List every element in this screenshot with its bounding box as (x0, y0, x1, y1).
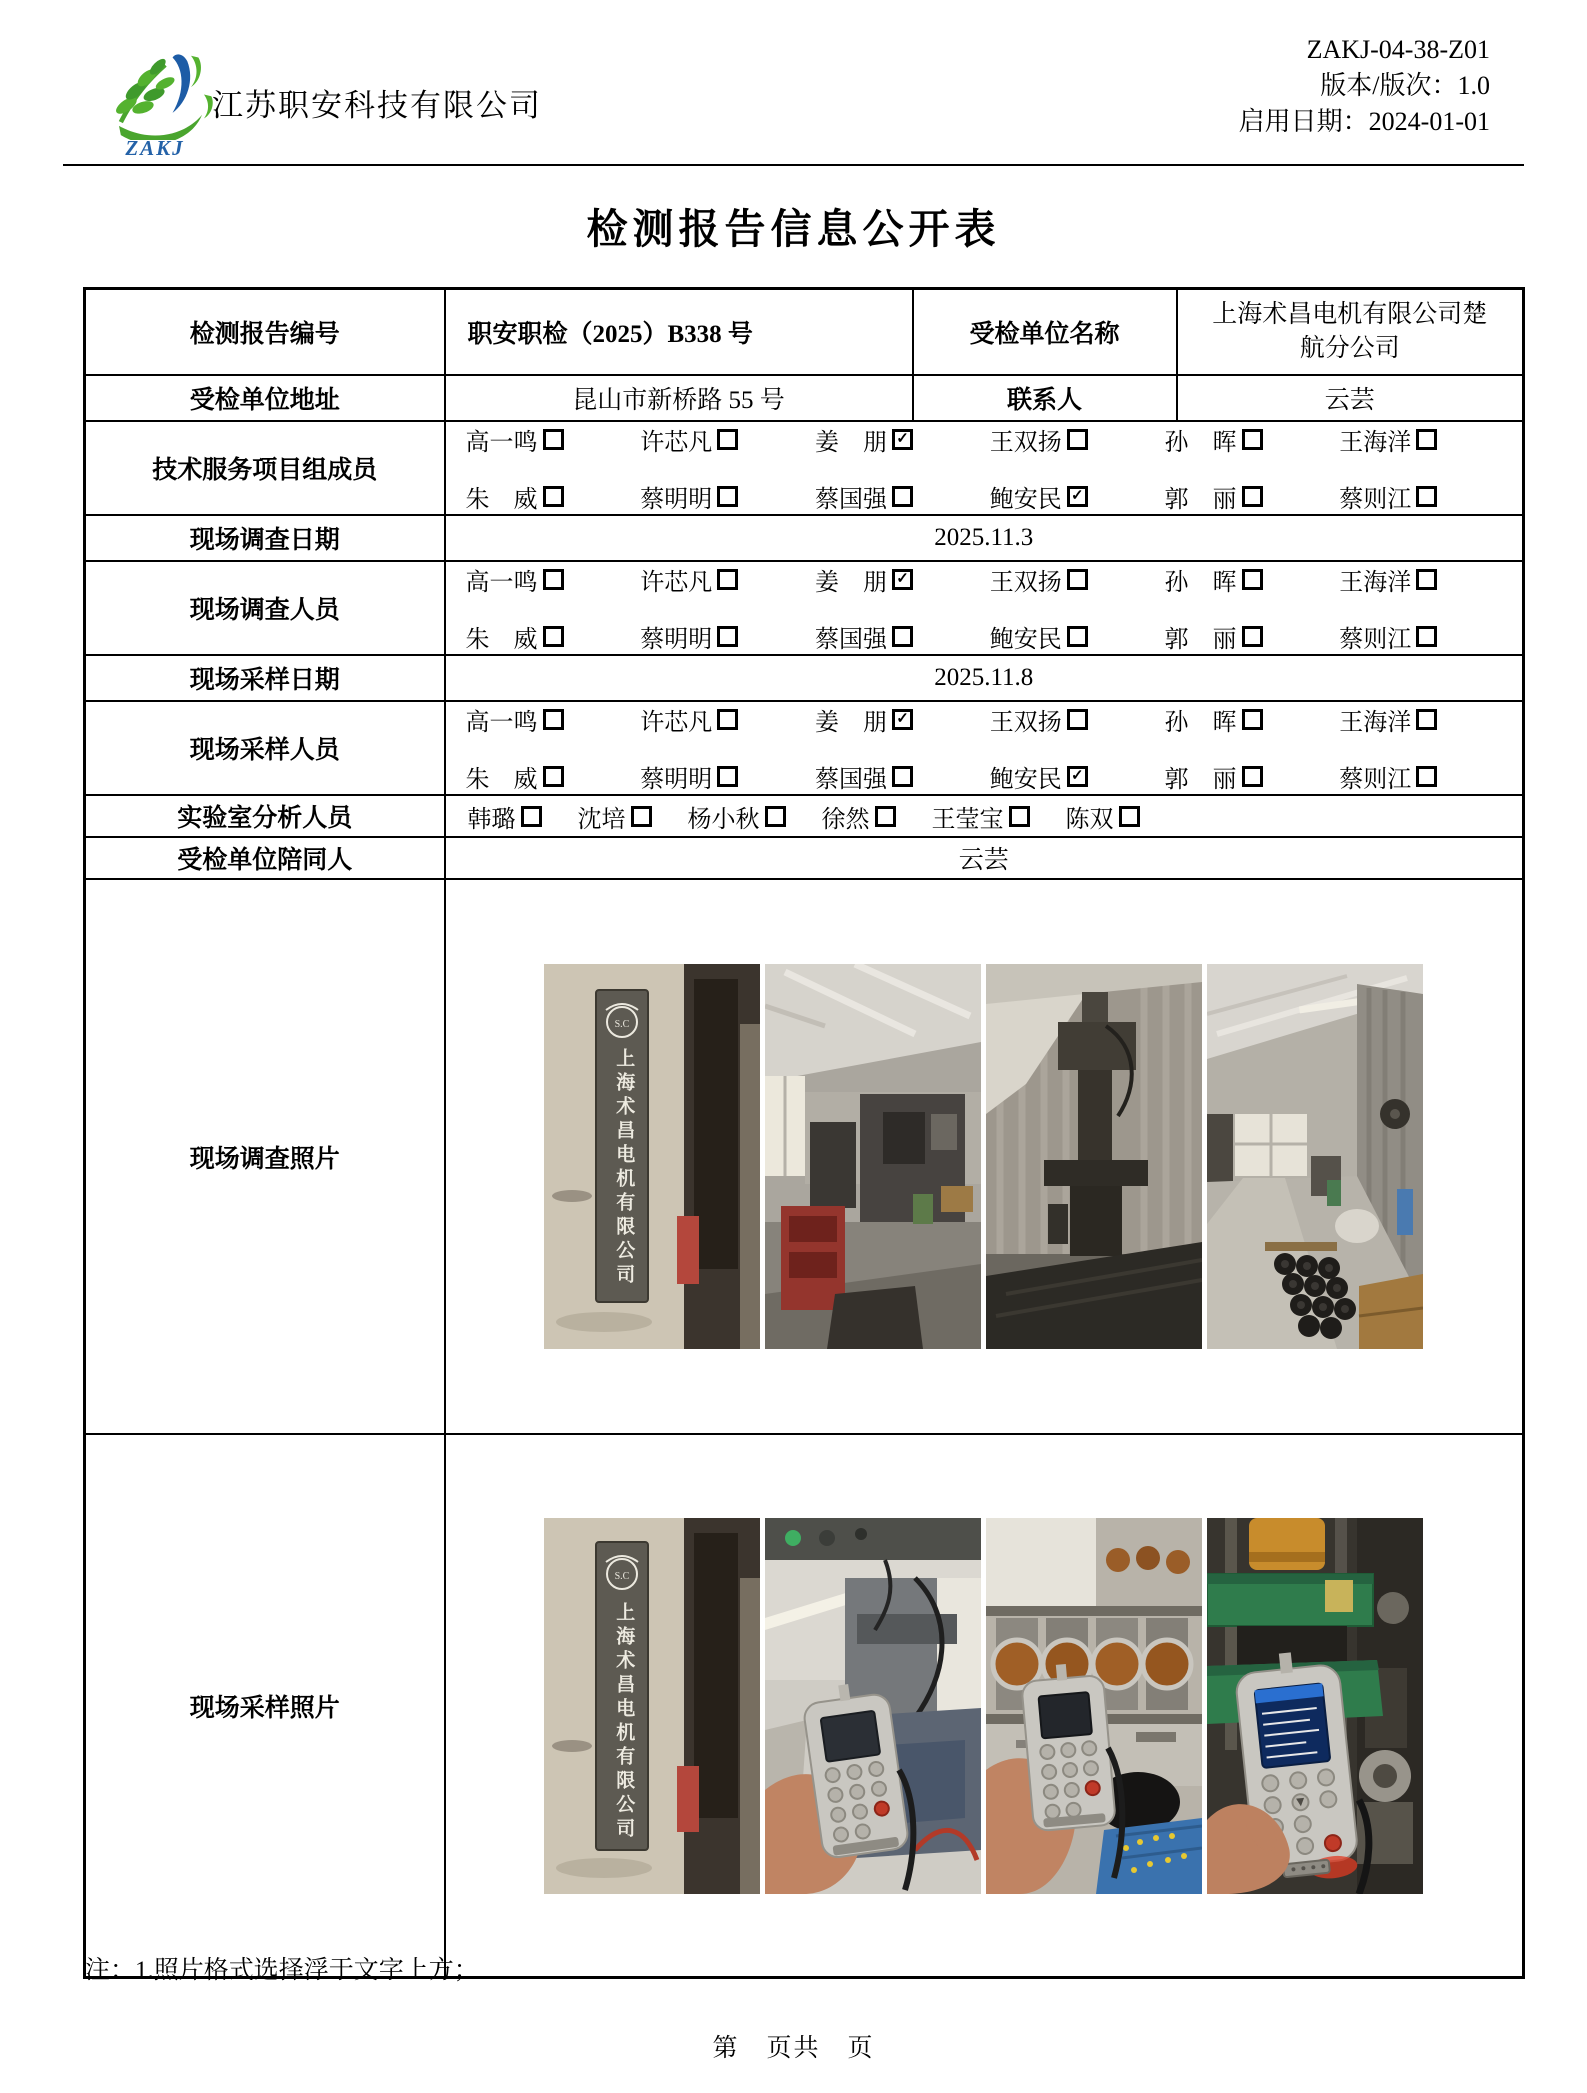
photo-survey-company-sign (544, 964, 760, 1349)
person-survey-0 (460, 562, 635, 597)
row-sampling-date (85, 655, 1524, 701)
person-name: 蔡国强 (815, 767, 887, 793)
photo-sampling-meter-machine (765, 1518, 981, 1894)
person-name: 陈双 (1065, 806, 1114, 833)
contact-label: 联系人 (913, 375, 1177, 421)
person-sampling-2 (809, 702, 984, 737)
person-survey-7 (634, 619, 809, 654)
person-lab-5 (1060, 799, 1140, 834)
survey-date-label: 现场调查日期 (85, 515, 445, 561)
person-name: 高一鸣 (465, 570, 538, 596)
checkbox-unchecked[interactable] (1242, 569, 1263, 590)
unit-name-value: 上海术昌电机有限公司楚航分公司 (1177, 289, 1524, 376)
accompany-value: 云芸 (445, 837, 1524, 879)
person-name: 郭 丽 (1164, 767, 1237, 793)
page-title: 检测报告信息公开表 (586, 206, 1001, 252)
version-value: 1.0 (1457, 71, 1490, 100)
person-survey-4 (1159, 562, 1334, 597)
checkbox-unchecked[interactable] (717, 626, 738, 647)
svg-text:S.C: S.C (614, 1570, 630, 1582)
checkbox-unchecked[interactable] (543, 766, 564, 787)
sampling-date-label: 现场采样日期 (85, 655, 445, 701)
page-number: 第 页共 页 (712, 2035, 875, 2062)
person-name: 高一鸣 (465, 430, 538, 456)
checkbox-unchecked[interactable] (717, 709, 738, 730)
person-name: 蔡则江 (1339, 767, 1412, 793)
person-name: 徐然 (821, 806, 870, 833)
checkbox-unchecked[interactable] (543, 569, 564, 590)
survey-date-value: 2025.11.3 (445, 515, 1524, 561)
survey-photo-strip (446, 964, 1523, 1349)
person-members-2 (809, 422, 984, 457)
row-survey-staff (85, 561, 1524, 655)
unit-addr-value: 昆山市新桥路 55 号 (445, 375, 913, 421)
sampling-photos-label: 现场采样照片 (85, 1434, 445, 1978)
person-survey-2 (809, 562, 984, 597)
person-members-9 (984, 479, 1159, 514)
checkbox-unchecked[interactable] (892, 626, 913, 647)
person-members-7 (634, 479, 809, 514)
logo-text: ZAKJ (125, 136, 185, 160)
person-name: 蔡明明 (640, 487, 713, 513)
company-logo (95, 36, 215, 161)
row-members (85, 421, 1524, 515)
person-name: 孙 晖 (1164, 570, 1237, 596)
person-sampling-9 (984, 759, 1159, 794)
person-name: 王双扬 (989, 570, 1062, 596)
person-name: 蔡国强 (815, 627, 887, 653)
row-sampling-photos (85, 1434, 1524, 1978)
person-sampling-0 (460, 702, 635, 737)
person-name: 王莹宝 (931, 806, 1004, 833)
svg-text:S.C: S.C (614, 1019, 630, 1030)
checkbox-unchecked[interactable] (543, 709, 564, 730)
person-name: 许芯凡 (640, 570, 713, 596)
checkbox-unchecked[interactable] (1242, 626, 1263, 647)
checkbox-unchecked[interactable] (1242, 429, 1263, 450)
lab-staff-grid-cell (445, 795, 1524, 837)
checkbox-unchecked[interactable] (1416, 569, 1437, 590)
checkbox-unchecked[interactable] (717, 486, 738, 507)
person-sampling-8 (809, 759, 984, 794)
checkbox-unchecked[interactable] (543, 429, 564, 450)
checkbox-unchecked[interactable] (1242, 766, 1263, 787)
leaf-logo-icon (95, 36, 215, 140)
person-members-3 (984, 422, 1159, 457)
person-name: 王双扬 (989, 710, 1062, 736)
person-name: 朱 威 (465, 627, 538, 653)
row-report-no (85, 289, 1524, 376)
checkbox-checked[interactable]: ✓ (1067, 766, 1088, 787)
report-no-label: 检测报告编号 (85, 289, 445, 376)
checkbox-unchecked[interactable] (717, 429, 738, 450)
person-lab-0 (462, 799, 542, 834)
checkbox-unchecked[interactable] (543, 486, 564, 507)
date-value: 2024-01-01 (1368, 107, 1490, 136)
person-name: 蔡则江 (1339, 487, 1412, 513)
checkbox-unchecked[interactable] (1009, 806, 1030, 827)
person-lab-1 (572, 799, 652, 834)
person-name: 许芯凡 (640, 710, 713, 736)
checkbox-unchecked[interactable] (1416, 626, 1437, 647)
person-lab-3 (816, 799, 896, 834)
checkbox-checked[interactable]: ✓ (1067, 486, 1088, 507)
checkbox-unchecked[interactable] (631, 806, 652, 827)
unit-name-label: 受检单位名称 (913, 289, 1177, 376)
checkbox-unchecked[interactable] (1416, 766, 1437, 787)
person-survey-5 (1333, 562, 1508, 597)
report-no-value: 职安职检（2025）B338 号 (445, 289, 913, 376)
person-lab-2 (682, 799, 786, 834)
checkbox-unchecked[interactable] (765, 806, 786, 827)
sampling-photo-strip (446, 1518, 1523, 1894)
person-name: 王双扬 (989, 430, 1062, 456)
person-name: 郭 丽 (1164, 487, 1237, 513)
person-members-8 (809, 479, 984, 514)
person-name: 鲍安民 (989, 627, 1062, 653)
unit-addr-label: 受检单位地址 (85, 375, 445, 421)
photo-sampling-meter-press (1207, 1518, 1423, 1894)
checkbox-checked[interactable]: ✓ (892, 569, 913, 590)
person-members-0 (460, 422, 635, 457)
sampling-staff-checkbox-grid (446, 702, 1523, 794)
sampling-photos-cell (445, 1434, 1524, 1978)
person-name: 蔡明明 (640, 627, 713, 653)
checkbox-unchecked[interactable] (1416, 429, 1437, 450)
survey-staff-label: 现场调查人员 (85, 561, 445, 655)
person-sampling-6 (460, 759, 635, 794)
survey-staff-checkbox-grid (446, 562, 1523, 654)
photo-survey-workshop-interior (765, 964, 981, 1349)
photo-sampling-meter-winding (986, 1518, 1202, 1894)
person-name: 姜 朋 (815, 430, 887, 456)
row-lab-staff (85, 795, 1524, 837)
checkbox-unchecked[interactable] (717, 569, 738, 590)
row-survey-date (85, 515, 1524, 561)
sampling-staff-label: 现场采样人员 (85, 701, 445, 795)
checkbox-unchecked[interactable] (1067, 626, 1088, 647)
person-survey-11 (1333, 619, 1508, 654)
person-name: 朱 威 (465, 487, 538, 513)
person-name: 朱 威 (465, 767, 538, 793)
checkbox-unchecked[interactable] (521, 806, 542, 827)
person-name: 姜 朋 (815, 570, 887, 596)
person-sampling-3 (984, 702, 1159, 737)
person-lab-4 (926, 799, 1030, 834)
checkbox-unchecked[interactable] (1119, 806, 1140, 827)
checkbox-unchecked[interactable] (875, 806, 896, 827)
footnote: 注：1.照片格式选择浮于文字上方； (85, 1957, 479, 1984)
lab-staff-checkbox-grid (446, 799, 1523, 834)
person-name: 鲍安民 (989, 487, 1062, 513)
person-survey-10 (1159, 619, 1334, 654)
person-sampling-4 (1159, 702, 1334, 737)
checkbox-checked[interactable]: ✓ (892, 709, 913, 730)
person-sampling-10 (1159, 759, 1334, 794)
person-survey-8 (809, 619, 984, 654)
doc-code: ZAKJ-04-38-Z01 (1306, 35, 1490, 64)
contact-value: 云芸 (1177, 375, 1524, 421)
person-name: 孙 晖 (1164, 430, 1237, 456)
checkbox-checked[interactable]: ✓ (892, 429, 913, 450)
person-survey-9 (984, 619, 1159, 654)
checkbox-unchecked[interactable] (892, 766, 913, 787)
checkbox-unchecked[interactable] (1242, 709, 1263, 730)
person-name: 蔡则江 (1339, 627, 1412, 653)
survey-staff-grid-cell (445, 561, 1524, 655)
person-name: 沈培 (577, 806, 626, 833)
person-name: 王海洋 (1339, 430, 1412, 456)
row-unit-addr (85, 375, 1524, 421)
person-sampling-11 (1333, 759, 1508, 794)
person-name: 孙 晖 (1164, 710, 1237, 736)
person-name: 蔡明明 (640, 767, 713, 793)
photo-sampling-company-sign (544, 1518, 760, 1894)
checkbox-unchecked[interactable] (892, 486, 913, 507)
checkbox-unchecked[interactable] (543, 626, 564, 647)
checkbox-unchecked[interactable] (1067, 569, 1088, 590)
survey-photos-label: 现场调查照片 (85, 879, 445, 1434)
person-survey-6 (460, 619, 635, 654)
person-members-1 (634, 422, 809, 457)
members-grid-cell (445, 421, 1524, 515)
person-survey-1 (634, 562, 809, 597)
checkbox-unchecked[interactable] (1067, 429, 1088, 450)
person-name: 王海洋 (1339, 710, 1412, 736)
checkbox-unchecked[interactable] (1416, 486, 1437, 507)
row-sampling-staff (85, 701, 1524, 795)
survey-photos-cell (445, 879, 1524, 1434)
person-members-10 (1159, 479, 1334, 514)
person-name: 郭 丽 (1164, 627, 1237, 653)
person-name: 蔡国强 (815, 487, 887, 513)
person-name: 鲍安民 (989, 767, 1062, 793)
report-info-table (83, 287, 1525, 1979)
sampling-date-value: 2025.11.8 (445, 655, 1524, 701)
checkbox-unchecked[interactable] (717, 766, 738, 787)
accompany-label: 受检单位陪同人 (85, 837, 445, 879)
row-accompany (85, 837, 1524, 879)
person-survey-3 (984, 562, 1159, 597)
person-name: 许芯凡 (640, 430, 713, 456)
person-sampling-1 (634, 702, 809, 737)
person-sampling-5 (1333, 702, 1508, 737)
company-sign-text: 上海术昌电机有限公司 (613, 1048, 635, 1288)
person-name: 高一鸣 (465, 710, 538, 736)
person-name: 韩璐 (467, 806, 516, 833)
person-members-4 (1159, 422, 1334, 457)
person-name: 姜 朋 (815, 710, 887, 736)
doc-meta (1239, 32, 1490, 140)
version-label: 版本/版次： (1320, 71, 1458, 100)
members-checkbox-grid (446, 422, 1523, 514)
lab-staff-label: 实验室分析人员 (85, 795, 445, 837)
header-divider (63, 164, 1524, 166)
sampling-staff-grid-cell (445, 701, 1524, 795)
row-survey-photos (85, 879, 1524, 1434)
photo-survey-milling-machine (986, 964, 1202, 1349)
doc-date (1239, 104, 1490, 140)
checkbox-unchecked[interactable] (1242, 486, 1263, 507)
person-name: 杨小秋 (687, 806, 760, 833)
person-members-11 (1333, 479, 1508, 514)
date-label: 启用日期： (1238, 107, 1369, 136)
doc-version (1239, 68, 1490, 104)
photo-survey-workshop-aisle (1207, 964, 1423, 1349)
company-name: 江苏职安科技有限公司 (212, 88, 542, 123)
person-sampling-7 (634, 759, 809, 794)
person-members-5 (1333, 422, 1508, 457)
members-label: 技术服务项目组成员 (85, 421, 445, 515)
person-name: 王海洋 (1339, 570, 1412, 596)
checkbox-unchecked[interactable] (1067, 709, 1088, 730)
person-members-6 (460, 479, 635, 514)
company-sign-text: 上海术昌电机有限公司 (613, 1601, 635, 1842)
checkbox-unchecked[interactable] (1416, 709, 1437, 730)
